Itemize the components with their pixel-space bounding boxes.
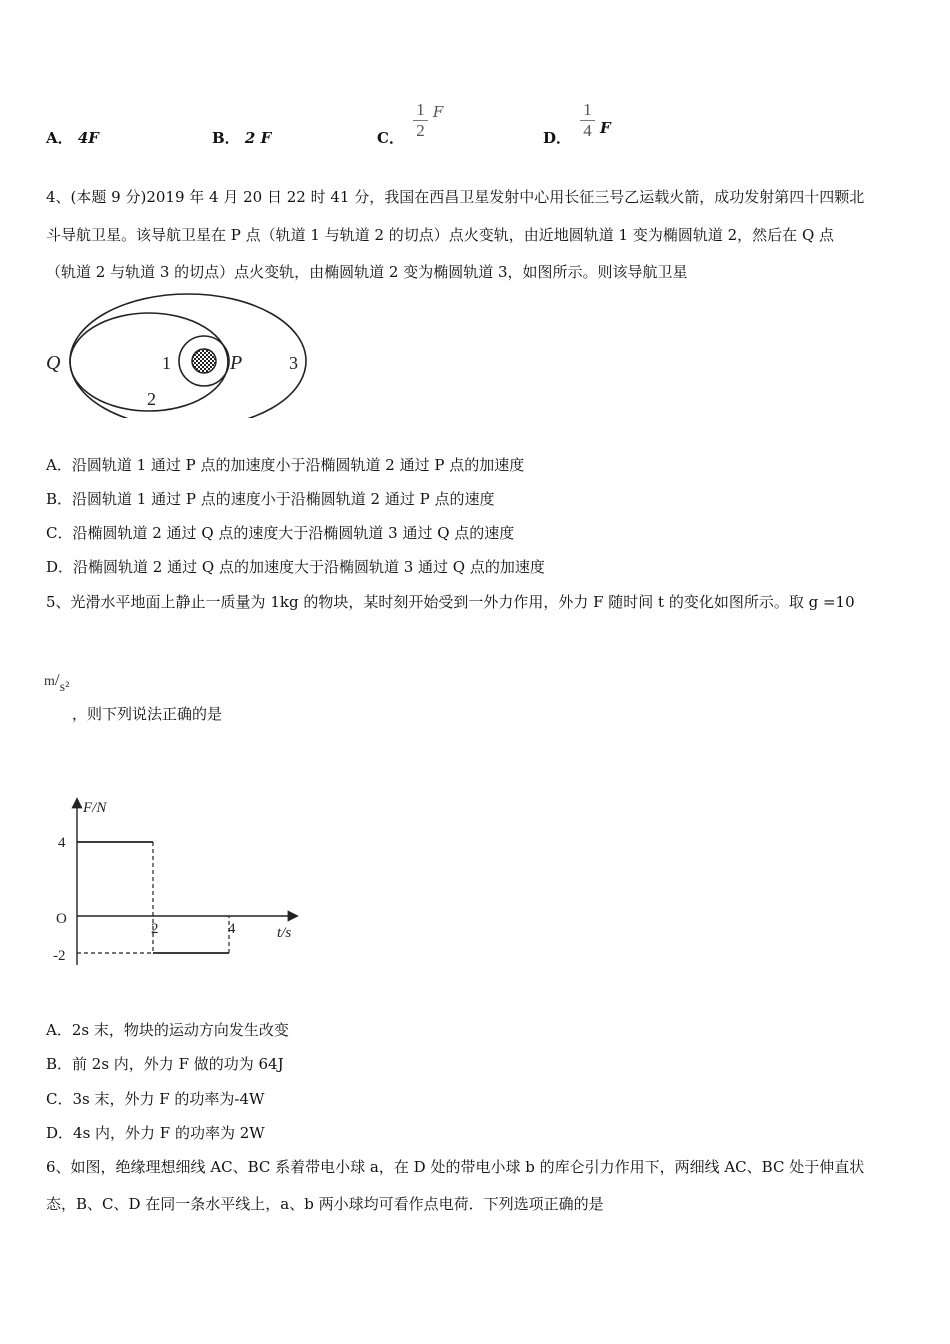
origin-label: O — [56, 911, 67, 927]
earth-icon — [192, 349, 216, 373]
option-variable: F — [599, 118, 611, 137]
q4-option-a: A．沿圆轨道 1 通过 P 点的加速度小于沿椭圆轨道 2 通过 P 点的加速度 — [46, 456, 525, 474]
q4-stem-line-1: 4、(本题 9 分)2019 年 4 月 20 日 22 时 41 分，我国在西昌卫星发射中心用长征三号乙运载火箭，成功发射第四十四颗北 — [46, 188, 865, 206]
fraction-numerator: 1 — [580, 100, 595, 121]
q3-option-d — [543, 100, 611, 147]
q6-stem-line-2: 态，B、C、D 在同一条水平线上，a、b 两小球均可看作点电荷．下列选项正确的是 — [46, 1195, 604, 1213]
q4-option-b: B．沿圆轨道 1 通过 P 点的速度小于沿椭圆轨道 2 通过 P 点的速度 — [46, 490, 495, 508]
option-label: D． — [543, 128, 572, 147]
q5-stem-line-1: 5、光滑水平地面上静止一质量为 1kg 的物块，某时刻开始受到一外力作用，外力 F 随时间 t 的变化如图所示。取 g =10 — [46, 593, 855, 611]
fraction-denominator: 4 — [583, 121, 592, 140]
q3-option-b — [212, 127, 271, 148]
q5-stem-line-2: ，则下列说法正确的是 — [72, 705, 223, 723]
force-time-graph — [40, 790, 310, 975]
q5-option-d: D．4s 内，外力 F 的功率为 2W — [46, 1124, 265, 1142]
q4-option-d: D．沿椭圆轨道 2 通过 Q 点的加速度大于沿椭圆轨道 3 通过 Q 点的加速度 — [46, 558, 545, 576]
fraction-numerator: 1 — [413, 100, 428, 121]
q3-option-c — [377, 100, 444, 147]
option-value: 4F — [77, 129, 99, 147]
orbit-3 — [70, 294, 306, 418]
q6-stem-line-1: 6、如图，绝缘理想细线 AC、BC 系着带电小球 a，在 D 处的带电小球 b 的库仑引力作用下，两细线 AC、BC 处于伸直状 — [46, 1158, 865, 1176]
y-axis-label: F/N — [83, 800, 107, 816]
y-tick-label-4: 4 — [58, 835, 66, 851]
fraction — [413, 100, 428, 141]
y-tick-label-neg2: -2 — [53, 948, 66, 964]
q4-stem-line-2: 斗导航卫星。该导航卫星在 P 点（轨道 1 与轨道 2 的切点）点火变轨，由近地圆轨道 1 变为椭圆轨道 2，然后在 Q 点 — [46, 226, 835, 244]
q4-stem-line-3: （轨道 2 与轨道 3 的切点）点火变轨，由椭圆轨道 2 变为椭圆轨道 3，如图所示。则该导航卫星 — [46, 263, 688, 281]
option-label: A． — [46, 129, 73, 147]
label-q: Q — [46, 352, 61, 374]
orbit-diagram — [40, 288, 320, 418]
unit-denominator: s² — [59, 680, 70, 695]
q5-option-b: B．前 2s 内，外力 F 做的功为 64J — [46, 1055, 284, 1073]
unit-numerator: m — [44, 674, 55, 689]
unit-m-per-s2: m/s² — [44, 670, 70, 695]
label-p: P — [230, 352, 243, 374]
x-tick-label-4: 4 — [228, 921, 236, 937]
label-orbit-1: 1 — [162, 353, 171, 373]
x-tick-label-2: 2 — [151, 921, 159, 937]
label-orbit-2: 2 — [147, 389, 156, 409]
q3-option-a — [46, 127, 99, 148]
fraction-denominator: 2 — [416, 121, 425, 140]
q5-option-c: C．3s 末，外力 F 的功率为-4W — [46, 1090, 265, 1108]
x-axis-label: t/s — [277, 925, 292, 941]
option-label: C． — [377, 128, 404, 147]
q4-option-c: C．沿椭圆轨道 2 通过 Q 点的速度大于沿椭圆轨道 3 通过 Q 点的速度 — [46, 524, 515, 542]
fraction — [580, 100, 595, 141]
option-label: B． — [212, 129, 240, 147]
q5-option-a: A．2s 末，物块的运动方向发生改变 — [46, 1021, 289, 1039]
label-orbit-3: 3 — [289, 353, 298, 373]
option-variable: F — [432, 102, 444, 121]
option-value: 2 F — [244, 129, 272, 147]
